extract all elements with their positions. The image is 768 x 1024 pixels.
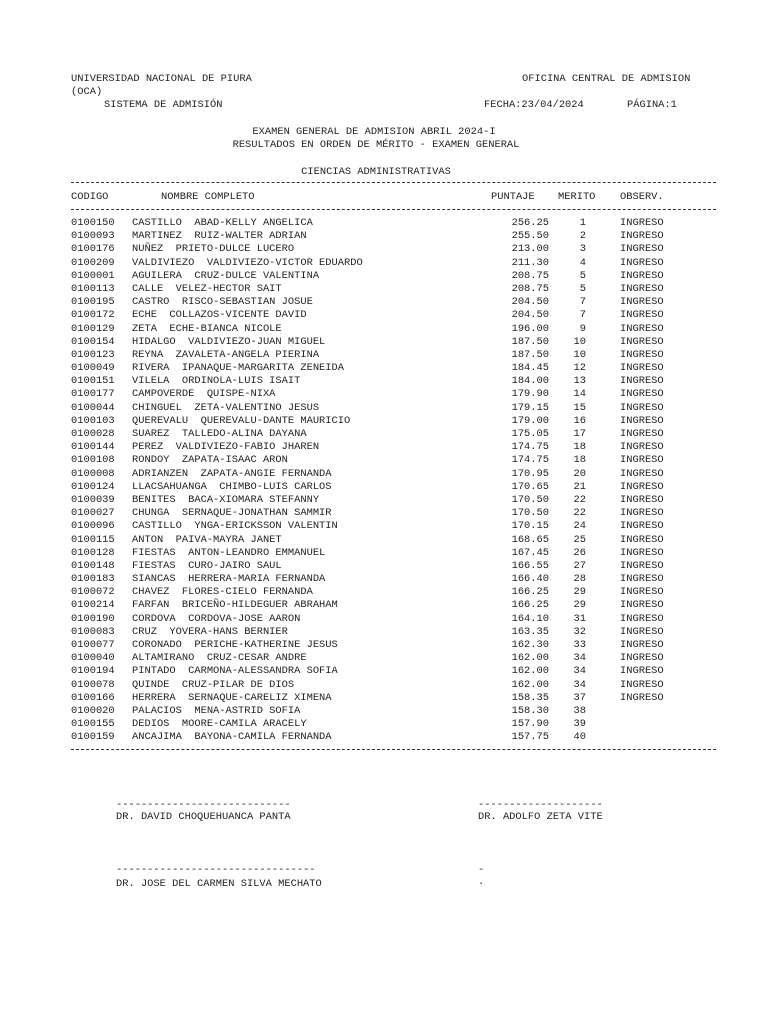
- cell-score: 256.25: [511, 217, 549, 229]
- cell-observation: INGRESO: [620, 467, 664, 480]
- cell-code: 0100096: [71, 520, 115, 533]
- cell-name: DEDIOS MOORE-CAMILA ARACELY: [132, 718, 307, 731]
- cell-observation: INGRESO: [620, 599, 664, 612]
- office-name: OFICINA CENTRAL DE ADMISION: [522, 73, 691, 85]
- cell-score: 158.30: [511, 704, 549, 717]
- cell-code: 0100044: [71, 401, 115, 414]
- report-date: FECHA:23/04/2024: [484, 99, 584, 111]
- cell-name: SIANCAS HERRERA-MARIA FERNANDA: [132, 573, 326, 586]
- system-name: SISTEMA DE ADMISIÓN: [104, 99, 223, 111]
- cell-score: 174.75: [511, 441, 549, 454]
- cell-code: 0100083: [71, 625, 115, 638]
- cell-merit: 24: [573, 520, 586, 533]
- cell-code: 0100108: [71, 454, 115, 467]
- cell-score: 162.30: [511, 639, 549, 651]
- cell-name: AGUILERA CRUZ-DULCE VALENTINA: [132, 269, 320, 282]
- cell-score: 164.10: [511, 612, 549, 625]
- cell-code: 0100154: [71, 335, 115, 348]
- cell-name: VALDIVIEZO VALDIVIEZO-VICTOR EDUARDO: [132, 256, 363, 269]
- cell-score: 170.95: [511, 467, 549, 480]
- cell-name: ANTON PAIVA-MAYRA JANET: [132, 533, 282, 546]
- cell-merit: 13: [573, 375, 586, 388]
- cell-merit: 33: [573, 639, 586, 651]
- cell-code: 0100183: [71, 573, 115, 586]
- cell-name: CASTRO RISCO-SEBASTIAN JOSUE: [132, 296, 313, 309]
- cell-name: CASTILLO ABAD-KELLY ANGELICA: [132, 217, 313, 229]
- cell-name: CHINGUEL ZETA-VALENTINO JESUS: [132, 401, 320, 414]
- cell-name: CASTILLO YNGA-ERICKSSON VALENTIN: [132, 520, 338, 533]
- cell-score: 196.00: [511, 322, 549, 335]
- cell-merit: 29: [573, 586, 586, 599]
- cell-name: ZETA ECHE-BIANCA NICOLE: [132, 322, 282, 335]
- cell-code: 0100103: [71, 414, 115, 427]
- cell-name: CAMPOVERDE QUISPE-NIXA: [132, 388, 276, 401]
- cell-merit: 2: [579, 230, 586, 243]
- cell-merit: 4: [579, 256, 586, 269]
- column-header-merit: MERITO: [558, 191, 596, 203]
- cell-merit: 32: [573, 625, 586, 638]
- cell-name: LLACSAHUANGA CHIMBO-LUIS CARLOS: [132, 480, 332, 493]
- cell-code: 0100078: [71, 678, 115, 691]
- university-name: UNIVERSIDAD NACIONAL DE PIURA: [71, 73, 252, 85]
- cell-merit: 28: [573, 573, 586, 586]
- cell-name: REYNA ZAVALETA-ANGELA PIERINA: [132, 348, 320, 361]
- cell-score: 157.90: [511, 718, 549, 731]
- cell-merit: 26: [573, 546, 586, 559]
- cell-name: ANCAJIMA BAYONA-CAMILA FERNANDA: [132, 731, 332, 744]
- cell-score: 187.50: [511, 335, 549, 348]
- cell-observation: INGRESO: [620, 296, 664, 309]
- signature-line-right-1: --------------------: [478, 799, 603, 811]
- cell-score: 179.00: [511, 414, 549, 427]
- cell-merit: 27: [573, 559, 586, 572]
- cell-name: FIESTAS CURO-JAIRO SAUL: [132, 559, 282, 572]
- signature-line-right-2: -: [478, 864, 485, 876]
- cell-code: 0100123: [71, 348, 115, 361]
- cell-code: 0100124: [71, 480, 115, 493]
- exam-title: EXAMEN GENERAL DE ADMISION ABRIL 2024-I: [252, 126, 496, 138]
- cell-name: VILELA ORDINOLA-LUIS ISAIT: [132, 375, 301, 388]
- cell-code: 0100155: [71, 718, 115, 731]
- cell-name: RIVERA IPANAQUE-MARGARITA ZENEIDA: [132, 362, 345, 375]
- cell-merit: 14: [573, 388, 586, 401]
- cell-score: 204.50: [511, 296, 549, 309]
- cell-merit: 17: [573, 428, 586, 440]
- cell-observation: INGRESO: [620, 665, 664, 678]
- cell-code: 0100209: [71, 256, 115, 269]
- results-title: RESULTADOS EN ORDEN DE MÉRITO - EXAMEN GENERAL: [232, 139, 520, 151]
- cell-observation: INGRESO: [620, 586, 664, 599]
- signature-name-left-2: DR. JOSE DEL CARMEN SILVA MECHATO: [116, 878, 322, 890]
- cell-observation: INGRESO: [620, 269, 664, 282]
- cell-merit: 34: [573, 652, 586, 665]
- cell-merit: 5: [579, 282, 586, 295]
- cell-code: 0100020: [71, 704, 115, 717]
- divider-header: [71, 209, 716, 210]
- cell-observation: INGRESO: [620, 217, 664, 229]
- column-header-obs: OBSERV.: [620, 191, 664, 203]
- cell-name: QUINDE CRUZ-PILAR DE DIOS: [132, 678, 295, 691]
- cell-observation: INGRESO: [620, 480, 664, 493]
- cell-code: 0100001: [71, 269, 115, 282]
- cell-merit: 5: [579, 269, 586, 282]
- cell-score: 162.00: [511, 665, 549, 678]
- cell-observation: INGRESO: [620, 520, 664, 533]
- cell-merit: 10: [573, 335, 586, 348]
- signature-name-right-1: DR. ADOLFO ZETA VITE: [478, 811, 603, 823]
- signature-name-left-1: DR. DAVID CHOQUEHUANCA PANTA: [116, 811, 291, 823]
- cell-merit: 37: [573, 691, 586, 704]
- cell-name: BENITES BACA-XIOMARA STEFANNY: [132, 493, 320, 506]
- cell-name: CORONADO PERICHE-KATHERINE JESUS: [132, 639, 338, 651]
- cell-observation: INGRESO: [620, 454, 664, 467]
- cell-observation: INGRESO: [620, 322, 664, 335]
- cell-score: 157.75: [511, 731, 549, 744]
- cell-score: 184.00: [511, 375, 549, 388]
- cell-observation: INGRESO: [620, 639, 664, 651]
- cell-code: 0100214: [71, 599, 115, 612]
- cell-merit: 39: [573, 718, 586, 731]
- cell-observation: INGRESO: [620, 691, 664, 704]
- cell-observation: INGRESO: [620, 388, 664, 401]
- cell-code: 0100144: [71, 441, 115, 454]
- signature-line-left-1: ----------------------------: [116, 799, 291, 811]
- cell-observation: INGRESO: [620, 493, 664, 506]
- cell-observation: INGRESO: [620, 612, 664, 625]
- cell-observation: INGRESO: [620, 546, 664, 559]
- cell-merit: 3: [579, 243, 586, 256]
- cell-name: FIESTAS ANTON-LEANDRO EMMANUEL: [132, 546, 326, 559]
- cell-score: 187.50: [511, 348, 549, 361]
- cell-score: 158.35: [511, 691, 549, 704]
- cell-name: PINTADO CARMONA-ALESSANDRA SOFIA: [132, 665, 338, 678]
- cell-merit: 25: [573, 533, 586, 546]
- cell-score: 208.75: [511, 282, 549, 295]
- cell-name: ALTAMIRANO CRUZ-CESAR ANDRE: [132, 652, 307, 665]
- cell-score: 208.75: [511, 269, 549, 282]
- cell-code: 0100195: [71, 296, 115, 309]
- cell-name: NUÑEZ PRIETO-DULCE LUCERO: [132, 243, 295, 256]
- signature-name-right-2: .: [478, 876, 485, 888]
- cell-merit: 22: [573, 507, 586, 520]
- cell-merit: 29: [573, 599, 586, 612]
- cell-score: 170.50: [511, 507, 549, 520]
- cell-score: 213.00: [511, 243, 549, 256]
- cell-code: 0100176: [71, 243, 115, 256]
- cell-merit: 34: [573, 678, 586, 691]
- cell-name: QUEREVALU QUEREVALU-DANTE MAURICIO: [132, 414, 351, 427]
- cell-name: RONDOY ZAPATA-ISAAC ARON: [132, 454, 288, 467]
- cell-merit: 34: [573, 665, 586, 678]
- cell-observation: INGRESO: [620, 335, 664, 348]
- cell-score: 162.00: [511, 678, 549, 691]
- cell-score: 167.45: [511, 546, 549, 559]
- cell-merit: 40: [573, 731, 586, 744]
- faculty-title: CIENCIAS ADMINISTRATIVAS: [301, 166, 451, 178]
- cell-score: 184.45: [511, 362, 549, 375]
- cell-code: 0100177: [71, 388, 115, 401]
- cell-score: 174.75: [511, 454, 549, 467]
- cell-merit: 15: [573, 401, 586, 414]
- cell-observation: INGRESO: [620, 507, 664, 520]
- cell-code: 0100151: [71, 375, 115, 388]
- cell-name: CHAVEZ FLORES-CIELO FERNANDA: [132, 586, 313, 599]
- cell-score: 175.05: [511, 428, 549, 440]
- cell-merit: 21: [573, 480, 586, 493]
- cell-name: MARTINEZ RUIZ-WALTER ADRIAN: [132, 230, 307, 243]
- cell-code: 0100077: [71, 639, 115, 651]
- cell-code: 0100039: [71, 493, 115, 506]
- cell-observation: INGRESO: [620, 309, 664, 322]
- cell-observation: INGRESO: [620, 428, 664, 440]
- cell-code: 0100028: [71, 428, 115, 440]
- divider-bottom: [71, 749, 716, 750]
- cell-observation: INGRESO: [620, 678, 664, 691]
- cell-observation: INGRESO: [620, 375, 664, 388]
- cell-name: CHUNGA SERNAQUE-JONATHAN SAMMIR: [132, 507, 332, 520]
- signature-line-left-2: --------------------------------: [116, 864, 316, 876]
- cell-merit: 7: [579, 296, 586, 309]
- cell-merit: 10: [573, 348, 586, 361]
- cell-merit: 20: [573, 467, 586, 480]
- cell-code: 0100040: [71, 652, 115, 665]
- cell-observation: INGRESO: [620, 230, 664, 243]
- cell-observation: INGRESO: [620, 625, 664, 638]
- cell-code: 0100049: [71, 362, 115, 375]
- cell-score: 168.65: [511, 533, 549, 546]
- cell-code: 0100148: [71, 559, 115, 572]
- cell-code: 0100190: [71, 612, 115, 625]
- cell-score: 211.30: [511, 256, 549, 269]
- column-header-code: CODIGO: [71, 191, 109, 203]
- cell-score: 162.00: [511, 652, 549, 665]
- cell-code: 0100093: [71, 230, 115, 243]
- cell-code: 0100129: [71, 322, 115, 335]
- cell-code: 0100159: [71, 731, 115, 744]
- cell-score: 170.15: [511, 520, 549, 533]
- cell-observation: INGRESO: [620, 441, 664, 454]
- cell-merit: 12: [573, 362, 586, 375]
- cell-score: 166.25: [511, 586, 549, 599]
- cell-score: 179.15: [511, 401, 549, 414]
- cell-code: 0100172: [71, 309, 115, 322]
- cell-name: HIDALGO VALDIVIEZO-JUAN MIGUEL: [132, 335, 326, 348]
- cell-code: 0100194: [71, 665, 115, 678]
- cell-merit: 9: [579, 322, 586, 335]
- cell-code: 0100128: [71, 546, 115, 559]
- office-abbrev: (OCA): [71, 86, 103, 98]
- cell-merit: 7: [579, 309, 586, 322]
- cell-code: 0100027: [71, 507, 115, 520]
- cell-name: CRUZ YOVERA-HANS BERNIER: [132, 625, 288, 638]
- cell-code: 0100115: [71, 533, 115, 546]
- cell-observation: INGRESO: [620, 573, 664, 586]
- cell-observation: INGRESO: [620, 256, 664, 269]
- page-number: PÁGINA:1: [627, 99, 677, 111]
- cell-observation: INGRESO: [620, 282, 664, 295]
- cell-name: PEREZ VALDIVIEZO-FABIO JHAREN: [132, 441, 320, 454]
- cell-observation: INGRESO: [620, 362, 664, 375]
- cell-code: 0100072: [71, 586, 115, 599]
- cell-code: 0100150: [71, 217, 115, 229]
- cell-name: SUAREZ TALLEDO-ALINA DAYANA: [132, 428, 307, 440]
- cell-observation: INGRESO: [620, 401, 664, 414]
- cell-score: 204.50: [511, 309, 549, 322]
- cell-score: 170.50: [511, 493, 549, 506]
- cell-observation: INGRESO: [620, 348, 664, 361]
- column-header-name: NOMBRE COMPLETO: [161, 191, 255, 203]
- cell-score: 170.65: [511, 480, 549, 493]
- cell-name: ECHE COLLAZOS-VICENTE DAVID: [132, 309, 307, 322]
- cell-score: 166.55: [511, 559, 549, 572]
- cell-score: 166.40: [511, 573, 549, 586]
- cell-score: 255.50: [511, 230, 549, 243]
- cell-code: 0100166: [71, 691, 115, 704]
- cell-merit: 38: [573, 704, 586, 717]
- cell-observation: INGRESO: [620, 243, 664, 256]
- cell-code: 0100113: [71, 282, 115, 295]
- cell-merit: 1: [579, 217, 586, 229]
- cell-name: CALLE VELEZ-HECTOR SAIT: [132, 282, 282, 295]
- cell-score: 163.35: [511, 625, 549, 638]
- cell-merit: 18: [573, 441, 586, 454]
- cell-name: HERRERA SERNAQUE-CARELIZ XIMENA: [132, 691, 332, 704]
- cell-name: CORDOVA CORDOVA-JOSE AARON: [132, 612, 301, 625]
- cell-merit: 16: [573, 414, 586, 427]
- cell-merit: 31: [573, 612, 586, 625]
- cell-observation: INGRESO: [620, 533, 664, 546]
- cell-merit: 18: [573, 454, 586, 467]
- column-header-score: PUNTAJE: [491, 191, 535, 203]
- divider-top: [71, 182, 716, 183]
- cell-observation: INGRESO: [620, 559, 664, 572]
- cell-score: 179.90: [511, 388, 549, 401]
- cell-observation: INGRESO: [620, 652, 664, 665]
- cell-observation: INGRESO: [620, 414, 664, 427]
- cell-name: FARFAN BRICEÑO-HILDEGUER ABRAHAM: [132, 599, 338, 612]
- cell-score: 166.25: [511, 599, 549, 612]
- cell-name: ADRIANZEN ZAPATA-ANGIE FERNANDA: [132, 467, 332, 480]
- cell-code: 0100008: [71, 467, 115, 480]
- cell-merit: 22: [573, 493, 586, 506]
- cell-name: PALACIOS MENA-ASTRID SOFIA: [132, 704, 301, 717]
